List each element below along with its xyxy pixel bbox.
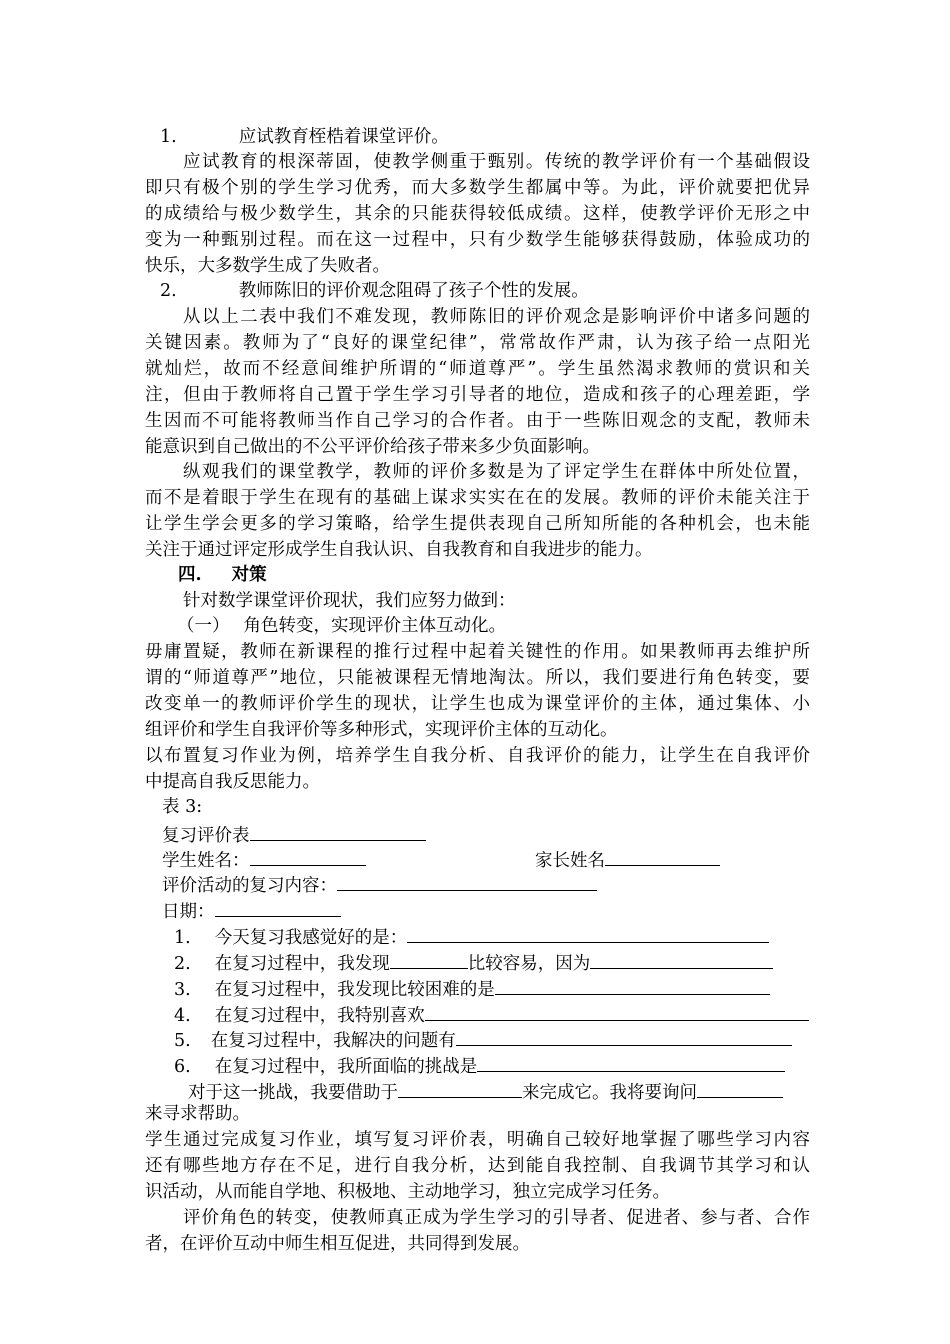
form-item-2: 2. 在复习过程中，我发现 比较容易，因为 — [174, 948, 839, 977]
paragraph-line: 毋庸置疑，教师在新课程的推行过程中起着关键性的作用。如果教师再去维护所 — [145, 642, 810, 662]
paragraph-line: 注，但由于教师将自己置于学生学习引导者的地位，造成和孩子的心理差距，学 — [145, 385, 810, 405]
paragraph-line: 能意识到自己做出的不公平评价给孩子带来多少负面影响。 — [145, 437, 600, 457]
paragraph-line: 的成绩给与极少数学生，其余的只能获得较低成绩。这样，使教学评价无形之中 — [145, 204, 810, 224]
paragraph-line: 以布置复习作业为例，培养学生自我分析、自我评价的能力，让学生在自我评价 — [145, 746, 810, 766]
item-1-field[interactable] — [407, 922, 769, 943]
form-item-5: 5. 在复习过程中，我解决的问题有 — [174, 1025, 839, 1054]
paragraph-line: 者，在评价互动中师生相互促进，共同得到发展。 — [145, 1234, 530, 1254]
paragraph-line: 中提高自我反思能力。 — [145, 772, 320, 792]
date-label: 日期： — [162, 902, 215, 922]
paragraph-line: 而不是着眼于学生在现有的基础上谋求实实在在的发展。教师的评价未能关注于 — [145, 488, 810, 508]
paragraph-line: 评价角色的转变，使教师真正成为学生学习的引导者、促进者、参与者、合作 — [183, 1208, 810, 1228]
form-item-1: 1. 今天复习我感觉好的是： — [174, 922, 839, 951]
paragraph-line: 来寻求帮助。 — [145, 1104, 250, 1124]
ask-field[interactable] — [697, 1077, 783, 1098]
paragraph-line: 关键因素。教师为了“良好的课堂纪律”，常常故作严肃，认为孩子给一点阳光 — [145, 333, 810, 353]
s4-heading: 四. 对策 — [178, 565, 267, 585]
date-field[interactable] — [215, 896, 341, 917]
item-2-field-b[interactable] — [590, 948, 773, 969]
paragraph-line: 变为一种甄别过程。而在这一过程中，只有少数学生能够获得鼓励，体验成功的 — [145, 230, 810, 250]
paragraph-line: 关注于通过评定形成学生自我认识、自我教育和自我进步的能力。 — [145, 540, 653, 560]
title-blank[interactable] — [250, 820, 426, 841]
parent-name-label: 家长姓名 — [535, 851, 605, 871]
s4-subheading: （一） 角色转变，实现评价主体互动化。 — [177, 616, 506, 636]
paragraph-line: 学生通过完成复习作业，填写复习评价表，明确自己较好地掌握了哪些学习内容 — [145, 1130, 810, 1150]
form-item-3: 3. 在复习过程中，我发现比较困难的是 — [174, 974, 839, 1003]
content-label: 评价活动的复习内容： — [162, 876, 337, 896]
item-5-field[interactable] — [456, 1025, 792, 1046]
paragraph-line: 就灿烂，故而不经意间维护所谓的“师道尊严”。学生虽然渴求教师的赏识和关 — [145, 359, 810, 379]
paragraph-line: 快乐，大多数学生成了失败者。 — [145, 256, 390, 276]
challenge-row: 对于这一挑战，我要借助于 来完成它。我将要询问 — [188, 1077, 853, 1106]
student-name-field[interactable] — [250, 845, 366, 866]
table-label: 表 3: — [162, 797, 203, 817]
date-row — [162, 896, 827, 925]
item-4-field[interactable] — [425, 1000, 809, 1021]
paragraph-line: 从以上二表中我们不难发现，教师陈旧的评价观念是影响评价中诸多问题的 — [183, 307, 810, 327]
paragraph-line: 组评价和学生自我评价等多种形式，实现评价主体的互动化。 — [145, 720, 618, 740]
item-2-field-a[interactable] — [390, 948, 468, 969]
student-name-label: 学生姓名： — [162, 851, 250, 871]
paragraph-line: 谓的“师道尊严”地位，只能被课程无情地淘汰。所以，我们要进行角色转变，要 — [145, 668, 810, 688]
s2-heading: 2. 教师陈旧的评价观念阻碍了孩子个性的发展。 — [160, 281, 589, 301]
item-3-field[interactable] — [495, 974, 770, 995]
paragraph-line: 纵观我们的课堂教学，教师的评价多数是为了评定学生在群体中所处位置， — [183, 462, 810, 482]
paragraph-line: 应试教育的根深蒂固，使教学侧重于甄别。传统的教学评价有一个基础假设 — [183, 152, 810, 172]
paragraph-line: 生因而不可能将教师当作自己学习的合作者。由于一些陈旧观念的支配，教师未 — [145, 411, 810, 431]
content-row — [162, 870, 827, 899]
paragraph-line: 还有哪些地方存在不足，进行自我分析，达到能自我控制、自我调节其学习和认 — [145, 1156, 810, 1176]
parent-name-field[interactable] — [605, 845, 720, 866]
content-field[interactable] — [337, 870, 597, 891]
paragraph-line: 识活动，从而能自学地、积极地、主动地学习，独立完成学习任务。 — [145, 1182, 670, 1202]
s1-heading: 1. 应试教育桎梏着课堂评价。 — [160, 127, 449, 147]
paragraph-line: 让学生学会更多的学习策略，给学生提供表现自己所知所能的各种机会，也未能 — [145, 514, 810, 534]
form-item-6: 6. 在复习过程中，我所面临的挑战是 — [174, 1051, 839, 1080]
form-title: 复习评价表 — [162, 826, 250, 846]
form-item-4: 4. 在复习过程中，我特别喜欢 — [174, 1000, 839, 1029]
paragraph-line: 针对数学课堂评价现状，我们应努力做到： — [183, 591, 516, 611]
helper-field[interactable] — [398, 1077, 522, 1098]
paragraph-line: 改变单一的教师评价学生的现状，让学生也成为课堂评价的主体，通过集体、小 — [145, 694, 810, 714]
item-6-field[interactable] — [477, 1051, 785, 1072]
paragraph-line: 即只有极个别的学生学习优秀，而大多数学生都属中等。为此，评价就要把优异 — [145, 178, 810, 198]
